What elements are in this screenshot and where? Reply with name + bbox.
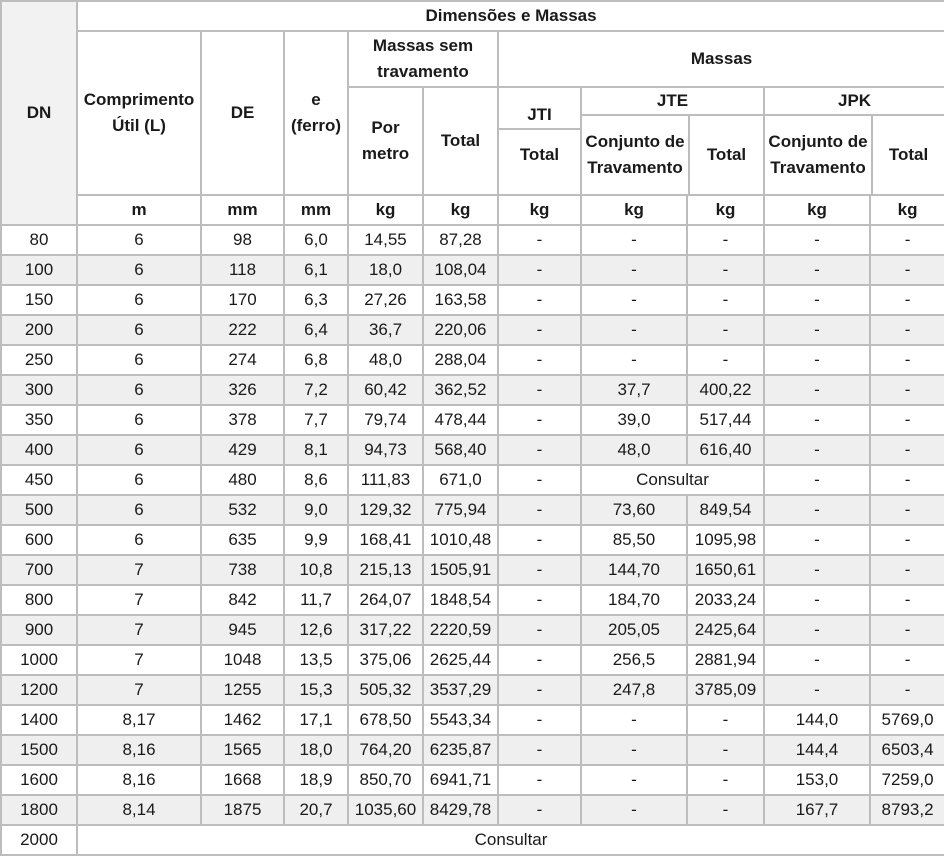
cell-jte-total: -	[687, 795, 764, 825]
header-comprimento: Comprimento Útil (L)	[77, 31, 201, 195]
cell-jpk-total: -	[870, 465, 944, 495]
cell-dn: 2000	[1, 825, 77, 855]
cell-de: 118	[201, 255, 284, 285]
header-jpk: JPK	[765, 88, 944, 116]
cell-jte-total: -	[687, 285, 764, 315]
header-jte: JTE	[582, 88, 763, 116]
cell-jte-total: 3785,09	[687, 675, 764, 705]
cell-dn: 400	[1, 435, 77, 465]
header-jti-total-label: Total	[519, 145, 560, 164]
cell-por-metro: 764,20	[348, 735, 423, 765]
cell-jte-total: -	[687, 345, 764, 375]
cell-de: 98	[201, 225, 284, 255]
cell-por-metro: 375,06	[348, 645, 423, 675]
cell-jte-conj: -	[581, 225, 687, 255]
cell-jte-conj: 144,70	[581, 555, 687, 585]
header-e-ferro: e (ferro)	[284, 31, 348, 195]
cell-de: 222	[201, 315, 284, 345]
cell-jpk-conj: 167,7	[764, 795, 870, 825]
cell-jpk-conj: -	[764, 435, 870, 465]
cell-jte-conj: -	[581, 345, 687, 375]
cell-jte-conj: 48,0	[581, 435, 687, 465]
cell-de: 945	[201, 615, 284, 645]
cell-de: 635	[201, 525, 284, 555]
cell-dn: 300	[1, 375, 77, 405]
cell-por-metro: 18,0	[348, 255, 423, 285]
cell-jpk-conj: -	[764, 405, 870, 435]
cell-jpk-total: -	[870, 405, 944, 435]
cell-e: 11,7	[284, 585, 348, 615]
table-row	[1, 465, 944, 495]
unit-cell: kg	[348, 195, 423, 225]
cell-jte-conj: 37,7	[581, 375, 687, 405]
cell-dn: 900	[1, 615, 77, 645]
cell-jpk-total: 8793,2	[870, 795, 944, 825]
cell-total: 3537,29	[423, 675, 498, 705]
cell-de: 1565	[201, 735, 284, 765]
cell-jti-total: -	[498, 525, 581, 555]
unit-cell: kg	[870, 195, 944, 225]
cell-dn: 600	[1, 525, 77, 555]
cell-jti-total: -	[498, 345, 581, 375]
cell-jti-total: -	[498, 375, 581, 405]
cell-dn: 150	[1, 285, 77, 315]
cell-por-metro: 215,13	[348, 555, 423, 585]
unit-cell: mm	[284, 195, 348, 225]
cell-jti-total: -	[498, 675, 581, 705]
cell-e: 18,9	[284, 765, 348, 795]
cell-jte-total: 1650,61	[687, 555, 764, 585]
cell-jti-total: -	[498, 555, 581, 585]
cell-jte-conj: 184,70	[581, 585, 687, 615]
cell-jte-total: 400,22	[687, 375, 764, 405]
cell-e: 17,1	[284, 705, 348, 735]
cell-dn: 800	[1, 585, 77, 615]
cell-jti-total: -	[498, 765, 581, 795]
cell-jpk-total: -	[870, 225, 944, 255]
table-row	[1, 345, 944, 375]
cell-jte-total: 517,44	[687, 405, 764, 435]
header-massas-sem-travamento: Massas sem travamento	[348, 31, 498, 87]
cell-de: 738	[201, 555, 284, 585]
cell-e: 12,6	[284, 615, 348, 645]
cell-total: 362,52	[423, 375, 498, 405]
cell-jte-conj: -	[581, 765, 687, 795]
unit-cell: mm	[201, 195, 284, 225]
table-row	[1, 825, 944, 855]
cell-total: 1848,54	[423, 585, 498, 615]
cell-jte-conj: -	[581, 315, 687, 345]
table-row	[1, 645, 944, 675]
cell-total: 87,28	[423, 225, 498, 255]
cell-dn: 350	[1, 405, 77, 435]
table-row	[1, 705, 944, 735]
cell-jti-total: -	[498, 315, 581, 345]
header-jpk-group	[764, 87, 944, 195]
cell-jpk-total: -	[870, 255, 944, 285]
cell-jpk-total: -	[870, 315, 944, 345]
cell-de: 1255	[201, 675, 284, 705]
unit-cell: kg	[423, 195, 498, 225]
table-row	[1, 555, 944, 585]
table-row	[1, 525, 944, 555]
cell-jte-total: 2881,94	[687, 645, 764, 675]
cell-por-metro: 129,32	[348, 495, 423, 525]
cell-jte-conj: -	[581, 795, 687, 825]
cell-l: 6	[77, 255, 201, 285]
cell-jti-total: -	[498, 435, 581, 465]
cell-por-metro: 27,26	[348, 285, 423, 315]
cell-jpk-total: -	[870, 495, 944, 525]
unit-cell: kg	[498, 195, 581, 225]
cell-por-metro: 94,73	[348, 435, 423, 465]
cell-jte-conj: 85,50	[581, 525, 687, 555]
cell-jpk-conj: -	[764, 555, 870, 585]
cell-jti-total: -	[498, 225, 581, 255]
cell-total: 568,40	[423, 435, 498, 465]
cell-total: 5543,34	[423, 705, 498, 735]
cell-l: 6	[77, 285, 201, 315]
cell-total: 1505,91	[423, 555, 498, 585]
cell-jte-total: 1095,98	[687, 525, 764, 555]
table-row	[1, 285, 944, 315]
cell-jti-total: -	[498, 255, 581, 285]
cell-jpk-total: -	[870, 675, 944, 705]
cell-jte-total: -	[687, 735, 764, 765]
cell-jte-total: 2033,24	[687, 585, 764, 615]
table-row	[1, 615, 944, 645]
cell-jpk-conj: -	[764, 345, 870, 375]
table-row	[1, 225, 944, 255]
header-por-metro: Por metro	[348, 87, 423, 195]
table-row	[1, 255, 944, 285]
header-dimensoes-e-massas: Dimensões e Massas	[77, 1, 944, 31]
cell-por-metro: 264,07	[348, 585, 423, 615]
cell-e: 6,8	[284, 345, 348, 375]
cell-por-metro: 14,55	[348, 225, 423, 255]
cell-jpk-total: -	[870, 285, 944, 315]
header-jpk-conjunto: Conjunto de Travamento	[765, 116, 873, 194]
cell-dn: 100	[1, 255, 77, 285]
cell-jte-conj: -	[581, 255, 687, 285]
cell-dn: 80	[1, 225, 77, 255]
cell-por-metro: 60,42	[348, 375, 423, 405]
cell-por-metro: 505,32	[348, 675, 423, 705]
cell-jte-conj: 247,8	[581, 675, 687, 705]
table-row	[1, 795, 944, 825]
cell-dn: 1500	[1, 735, 77, 765]
cell-jpk-total: -	[870, 645, 944, 675]
table-row	[1, 405, 944, 435]
cell-l: 6	[77, 375, 201, 405]
cell-jti-total: -	[498, 735, 581, 765]
cell-total: 288,04	[423, 345, 498, 375]
cell-total: 671,0	[423, 465, 498, 495]
header-jte-total: Total	[706, 145, 747, 164]
cell-e: 6,0	[284, 225, 348, 255]
cell-por-metro: 317,22	[348, 615, 423, 645]
cell-total: 6235,87	[423, 735, 498, 765]
cell-dn: 1600	[1, 765, 77, 795]
cell-por-metro: 678,50	[348, 705, 423, 735]
cell-jti-total: -	[498, 795, 581, 825]
unit-cell: m	[77, 195, 201, 225]
cell-jti-total: -	[498, 585, 581, 615]
cell-jte-total: 2425,64	[687, 615, 764, 645]
cell-jte-total: -	[687, 765, 764, 795]
cell-all-merged: Consultar	[77, 825, 944, 855]
cell-por-metro: 48,0	[348, 345, 423, 375]
header-dn: DN	[1, 1, 77, 225]
table-row	[1, 375, 944, 405]
cell-jpk-total: 5769,0	[870, 705, 944, 735]
cell-jte-total: -	[687, 705, 764, 735]
cell-dn: 1400	[1, 705, 77, 735]
cell-jpk-conj: 153,0	[764, 765, 870, 795]
cell-jti-total: -	[498, 405, 581, 435]
cell-jti-total: -	[498, 465, 581, 495]
table-body	[1, 225, 944, 855]
cell-l: 7	[77, 675, 201, 705]
cell-por-metro: 111,83	[348, 465, 423, 495]
cell-dn: 700	[1, 555, 77, 585]
cell-jpk-conj: -	[764, 585, 870, 615]
cell-e: 13,5	[284, 645, 348, 675]
cell-jti-total: -	[498, 645, 581, 675]
cell-l: 6	[77, 225, 201, 255]
cell-jpk-conj: -	[764, 615, 870, 645]
cell-total: 6941,71	[423, 765, 498, 795]
table-row	[1, 435, 944, 465]
cell-jte-conj: -	[581, 735, 687, 765]
cell-jte-conj: -	[581, 705, 687, 735]
cell-jpk-conj: 144,4	[764, 735, 870, 765]
cell-jte-conj: 39,0	[581, 405, 687, 435]
table-row	[1, 735, 944, 765]
cell-por-metro: 168,41	[348, 525, 423, 555]
cell-dn: 1800	[1, 795, 77, 825]
cell-e: 9,9	[284, 525, 348, 555]
cell-e: 10,8	[284, 555, 348, 585]
cell-jpk-total: -	[870, 375, 944, 405]
header-de: DE	[201, 31, 284, 195]
cell-e: 7,7	[284, 405, 348, 435]
cell-jpk-conj: -	[764, 255, 870, 285]
cell-jti-total: -	[498, 495, 581, 525]
cell-total: 2625,44	[423, 645, 498, 675]
cell-jte-merged: Consultar	[581, 465, 764, 495]
cell-de: 480	[201, 465, 284, 495]
cell-jpk-total: -	[870, 585, 944, 615]
cell-jpk-conj: -	[764, 375, 870, 405]
cell-jpk-total: -	[870, 345, 944, 375]
cell-jpk-conj: -	[764, 645, 870, 675]
cell-por-metro: 79,74	[348, 405, 423, 435]
cell-jte-conj: 256,5	[581, 645, 687, 675]
cell-jpk-total: -	[870, 435, 944, 465]
cell-dn: 250	[1, 345, 77, 375]
cell-de: 1875	[201, 795, 284, 825]
cell-de: 1048	[201, 645, 284, 675]
cell-de: 1462	[201, 705, 284, 735]
cell-l: 8,16	[77, 765, 201, 795]
cell-e: 18,0	[284, 735, 348, 765]
cell-total: 1010,48	[423, 525, 498, 555]
cell-l: 7	[77, 615, 201, 645]
cell-jpk-total: -	[870, 525, 944, 555]
cell-total: 108,04	[423, 255, 498, 285]
cell-jpk-total: -	[870, 555, 944, 585]
cell-por-metro: 850,70	[348, 765, 423, 795]
unit-cell: kg	[764, 195, 870, 225]
cell-jpk-conj: -	[764, 285, 870, 315]
cell-de: 326	[201, 375, 284, 405]
table-row	[1, 675, 944, 705]
cell-jte-total: 849,54	[687, 495, 764, 525]
cell-total: 2220,59	[423, 615, 498, 645]
cell-l: 6	[77, 315, 201, 345]
cell-de: 274	[201, 345, 284, 375]
cell-dn: 500	[1, 495, 77, 525]
cell-por-metro: 1035,60	[348, 795, 423, 825]
cell-de: 170	[201, 285, 284, 315]
cell-jpk-total: -	[870, 615, 944, 645]
cell-jti-total: -	[498, 705, 581, 735]
cell-total: 478,44	[423, 405, 498, 435]
cell-jpk-conj: -	[764, 525, 870, 555]
cell-l: 6	[77, 345, 201, 375]
header-jti-total	[498, 87, 581, 195]
cell-e: 8,6	[284, 465, 348, 495]
cell-jpk-conj: -	[764, 315, 870, 345]
cell-de: 429	[201, 435, 284, 465]
header-jte-conjunto: Conjunto de Travamento	[582, 116, 690, 194]
cell-e: 6,3	[284, 285, 348, 315]
cell-jti-total: -	[498, 615, 581, 645]
header-jpk-total: Total	[888, 145, 929, 164]
cell-l: 7	[77, 555, 201, 585]
cell-e: 15,3	[284, 675, 348, 705]
cell-total: 8429,78	[423, 795, 498, 825]
header-massas: Massas	[498, 31, 944, 87]
cell-l: 6	[77, 525, 201, 555]
cell-jte-conj: 73,60	[581, 495, 687, 525]
cell-l: 6	[77, 435, 201, 465]
cell-e: 8,1	[284, 435, 348, 465]
cell-l: 6	[77, 465, 201, 495]
unit-cell: kg	[581, 195, 687, 225]
cell-e: 6,4	[284, 315, 348, 345]
cell-jte-conj: 205,05	[581, 615, 687, 645]
cell-e: 9,0	[284, 495, 348, 525]
cell-de: 842	[201, 585, 284, 615]
cell-total: 220,06	[423, 315, 498, 345]
cell-dn: 1200	[1, 675, 77, 705]
cell-l: 8,16	[77, 735, 201, 765]
cell-jpk-total: 7259,0	[870, 765, 944, 795]
cell-jte-total: 616,40	[687, 435, 764, 465]
cell-de: 378	[201, 405, 284, 435]
cell-de: 1668	[201, 765, 284, 795]
cell-l: 6	[77, 405, 201, 435]
table-row	[1, 765, 944, 795]
header-jti: JTI	[498, 102, 581, 130]
cell-jpk-conj: -	[764, 465, 870, 495]
cell-e: 6,1	[284, 255, 348, 285]
unit-cell: kg	[687, 195, 764, 225]
table-row	[1, 585, 944, 615]
cell-jte-total: -	[687, 225, 764, 255]
header-jte-group	[581, 87, 764, 195]
cell-jte-conj: -	[581, 285, 687, 315]
header-total-sem-travamento: Total	[423, 87, 498, 195]
units-row	[1, 195, 944, 225]
cell-total: 775,94	[423, 495, 498, 525]
cell-l: 8,17	[77, 705, 201, 735]
cell-dn: 200	[1, 315, 77, 345]
cell-jpk-conj: -	[764, 225, 870, 255]
table-row	[1, 315, 944, 345]
cell-e: 20,7	[284, 795, 348, 825]
cell-l: 7	[77, 585, 201, 615]
cell-e: 7,2	[284, 375, 348, 405]
cell-l: 7	[77, 645, 201, 675]
cell-por-metro: 36,7	[348, 315, 423, 345]
cell-dn: 1000	[1, 645, 77, 675]
cell-dn: 450	[1, 465, 77, 495]
cell-de: 532	[201, 495, 284, 525]
cell-l: 8,14	[77, 795, 201, 825]
cell-jte-total: -	[687, 255, 764, 285]
cell-jpk-conj: -	[764, 495, 870, 525]
table-row	[1, 495, 944, 525]
cell-l: 6	[77, 495, 201, 525]
cell-jpk-conj: 144,0	[764, 705, 870, 735]
cell-total: 163,58	[423, 285, 498, 315]
cell-jpk-conj: -	[764, 675, 870, 705]
cell-jte-total: -	[687, 315, 764, 345]
cell-jti-total: -	[498, 285, 581, 315]
cell-jpk-total: 6503,4	[870, 735, 944, 765]
